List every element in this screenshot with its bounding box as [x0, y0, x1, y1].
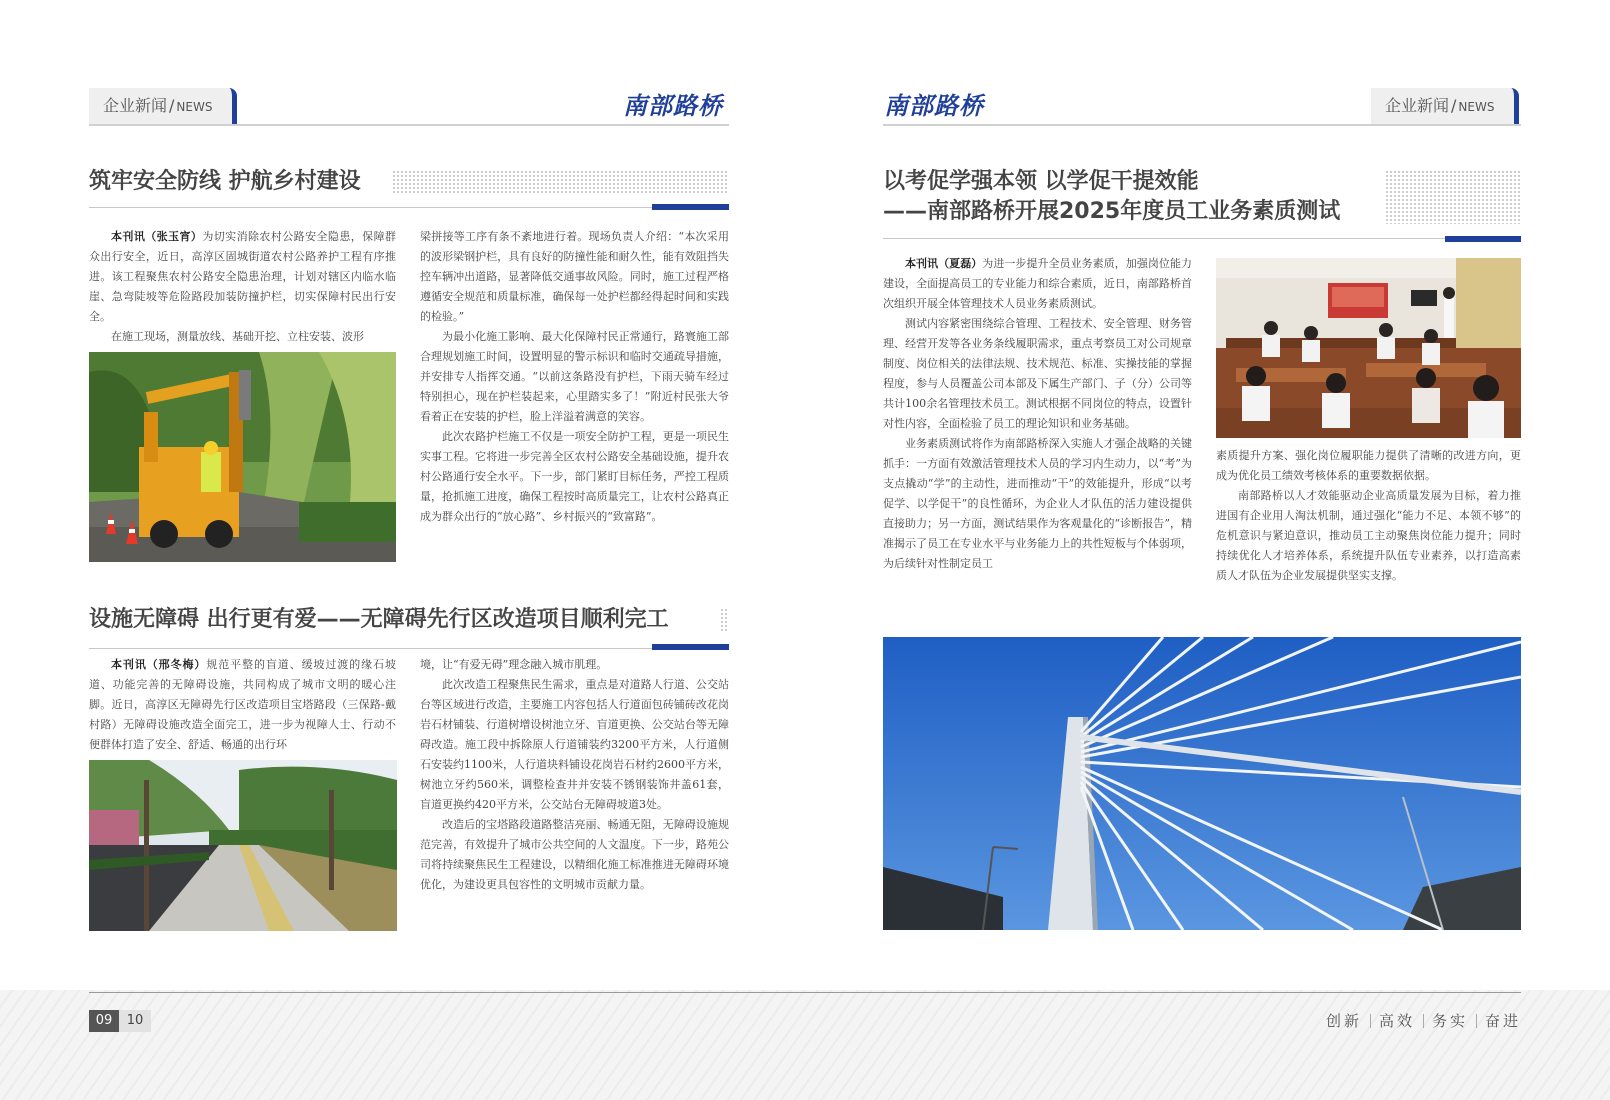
brand-logo-left: 南部路桥	[623, 91, 723, 120]
section-sub: NEWS	[176, 100, 213, 114]
slogan-word: 奋进	[1484, 1012, 1521, 1030]
title-accent	[1445, 236, 1521, 242]
slogan-word: 务实	[1431, 1012, 1468, 1030]
article3-title-line2: ——南部路桥开展2025年度员工业务素质测试	[883, 199, 1341, 224]
paragraph: 为进一步提升全员业务素质，加强岗位能力建设，全面提高员工的专业能力和综合素质，近日，南部路桥首次组织开展全体管理技术人员业务素质测试。	[883, 257, 1192, 310]
bridge-photo-illustration	[883, 637, 1521, 930]
title-rule	[883, 238, 1521, 239]
paragraph: 梁拼接等工序有条不紊地进行着。现场负责人介绍：“本次采用的波形梁钢护栏，具有良好的防撞性能和耐久性，能有效阻挡失控车辆冲出道路，显著降低交通事故风险。同时，施工过程严格遵循安全规范和质量标准，确保每一处护栏都经得起时间和实践的检验。”	[420, 230, 729, 323]
guardrail-photo-illustration	[89, 352, 396, 562]
slogan-separator	[1423, 1014, 1424, 1028]
section-slash: /	[169, 96, 175, 115]
section-tab-right	[1371, 88, 1519, 124]
footer-slogan	[1326, 1010, 1521, 1031]
barrier-free-sidewalk-photo	[89, 760, 397, 931]
article1-title: 筑牢安全防线 护航乡村建设	[89, 169, 361, 194]
article2-col2	[420, 655, 729, 895]
paragraph: 境，让“有爱无碍”理念融入城市肌理。	[420, 658, 608, 671]
title-dots	[392, 170, 729, 194]
section-slash: /	[1451, 96, 1457, 115]
paragraph: 业务素质测试将作为南部路桥深入实施人才强企战略的关键抓手：一方面有效激活管理技术人员的学习内生动力，以“考”为支点撬动“学”的主动性，进而推动“干”的效能提升，形成“以考促学、以学促干”的良性循环，为企业人才队伍的活力建设提供直接助力；另一方面，测试结果作为客观量化的“诊断报告”，精准揭示了员工在专业水平与业务能力上的共性短板与个体弱项，为后续针对性制定员工	[883, 437, 1192, 570]
title-rule	[89, 648, 729, 649]
exam-room-photo	[1216, 258, 1521, 438]
paragraph: 为切实消除农村公路安全隐患，保障群众出行安全，近日，高淳区固城街道农村公路养护工程有序推进。该工程聚焦农村公路安全隐患治理，计划对辖区内临水临崖、急弯陡坡等危险路段加装防撞护栏，切实保障村民出行安全。	[89, 230, 397, 323]
sidewalk-photo-illustration	[89, 760, 397, 931]
title-accent	[652, 204, 729, 210]
footer-rule	[89, 992, 1521, 993]
slogan-word: 高效	[1378, 1012, 1415, 1030]
byline: 本刊讯（张玉宵）	[111, 230, 203, 243]
slogan-word: 创新	[1325, 1012, 1362, 1030]
paragraph: 改造后的宝塔路段道路整洁亮丽、畅通无阻，无障碍设施规范完善，有效提升了城市公共空间的人文温度。下一步，路苑公司将持续聚焦民生工程建设，以精细化施工标准推进无障碍环境优化，为建设更具包容性的文明城市贡献力量。	[420, 818, 729, 891]
byline: 本刊讯（邢冬梅）	[111, 658, 207, 671]
paragraph: 测试内容紧密围绕综合管理、工程技术、安全管理、财务管理、经营开发等各业务条线履职需求，重点考察员工对公司规章制度、岗位相关的法律法规、技术规范、标准、实操技能的掌握程度，参与人员覆盖公司本部及下属生产部门、子（分）公司等共计100余名管理技术员工。测试根据不同岗位的特点，设置针对性内容，全面检验了员工的理论知识和业务基础。	[883, 317, 1192, 430]
article1-col1	[89, 227, 396, 347]
section-label: 企业新闻	[1385, 96, 1450, 115]
right-page	[805, 0, 1610, 1100]
exam-room-illustration	[1216, 258, 1521, 438]
article3-col1	[883, 254, 1192, 574]
article3-col2	[1216, 446, 1521, 586]
section-tab-left	[89, 88, 237, 124]
brand-logo-right: 南部路桥	[884, 91, 984, 120]
article2-title: 设施无障碍 出行更有爱——无障碍先行区改造项目顺利完工	[89, 607, 669, 632]
section-sub: NEWS	[1458, 100, 1495, 114]
header-rule-right	[883, 124, 1521, 126]
paragraph: 此次农路护栏施工不仅是一项安全防护工程，更是一项民生实事工程。它将进一步完善全区农村公路安全基础设施，提升农村公路通行安全水平。下一步，部门紧盯目标任务，严控工程质量，抢抓施工进度，确保工程按时高质量完工，让农村公路真正成为群众出行的“放心路”、乡村振兴的“致富路”。	[420, 430, 729, 523]
title-dots	[720, 608, 729, 632]
paragraph: 南部路桥以人才效能驱动企业高质量发展为目标，着力推进国有企业用人淘汰机制，通过强化“能力不足、本领不够”的危机意识与紧迫意识，推动员工主动聚焦岗位能力提升；同时持续优化人才培养体系，系统提升队伍专业素养，以打造高素质人才队伍为企业发展提供坚实支撑。	[1216, 489, 1521, 582]
paragraph: 规范平整的盲道、缓坡过渡的缘石坡道、功能完善的无障碍设施，共同构成了城市文明的暖心注脚。近日，高淳区无障碍先行区改造项目宝塔路段（三保路-戴村路）无障碍设施改造全面完工，进一步为视障人士、行动不便群体打造了安全、舒适、畅通的出行环	[89, 658, 397, 751]
paragraph: 素质提升方案、强化岗位履职能力提供了清晰的改进方向，更成为优化员工绩效考核体系的重要数据依据。	[1216, 449, 1521, 482]
paragraph: 此次改造工程聚焦民生需求，重点是对道路人行道、公交站台等区域进行改造，主要施工内容包括人行道面包砖铺砖改花岗岩石材铺装、行道树增设树池立牙、盲道更换、公交站台等无障碍改造。施工段中拆除原人行道铺装约3200平方米，人行道侧石安装约1100米，人行道块料铺设花岗岩石材约2600平方米，树池立牙约560米，调整检查井并安装不锈钢装饰井盖61套，盲道更换约420平方米，公交站台无障碍坡道3处。	[420, 678, 729, 811]
slogan-separator	[1476, 1014, 1477, 1028]
title-dots	[1385, 170, 1521, 224]
paragraph: 在施工现场，测量放线、基础开挖、立柱安装、波形	[111, 330, 364, 343]
article2-col1	[89, 655, 396, 755]
title-rule	[89, 207, 729, 208]
slogan-separator	[1370, 1014, 1371, 1028]
byline: 本刊讯（夏磊）	[905, 257, 983, 270]
header-rule-left	[89, 124, 729, 126]
article3-title-line1: 以考促学强本领 以学促干提效能	[883, 169, 1199, 194]
guardrail-construction-photo	[89, 352, 396, 562]
page-number-right: 10	[119, 1010, 151, 1032]
paragraph: 为最小化施工影响、最大化保障村民正常通行，路寰施工部合理规划施工时间，设置明显的警示标识和临时交通疏导措施，并安排专人指挥交通。“以前这条路没有护栏，下雨天骑车经过特别担心，现在护栏装起来，心里踏实多了！”附近村民张大爷看着正在安装的护栏，脸上洋溢着满意的笑容。	[420, 330, 729, 423]
cable-stayed-bridge-photo	[883, 637, 1521, 930]
title-accent	[652, 644, 729, 650]
page-number-left: 09	[89, 1010, 119, 1032]
article1-col2	[420, 227, 729, 527]
section-label: 企业新闻	[103, 96, 168, 115]
footer-background	[0, 990, 1610, 1100]
